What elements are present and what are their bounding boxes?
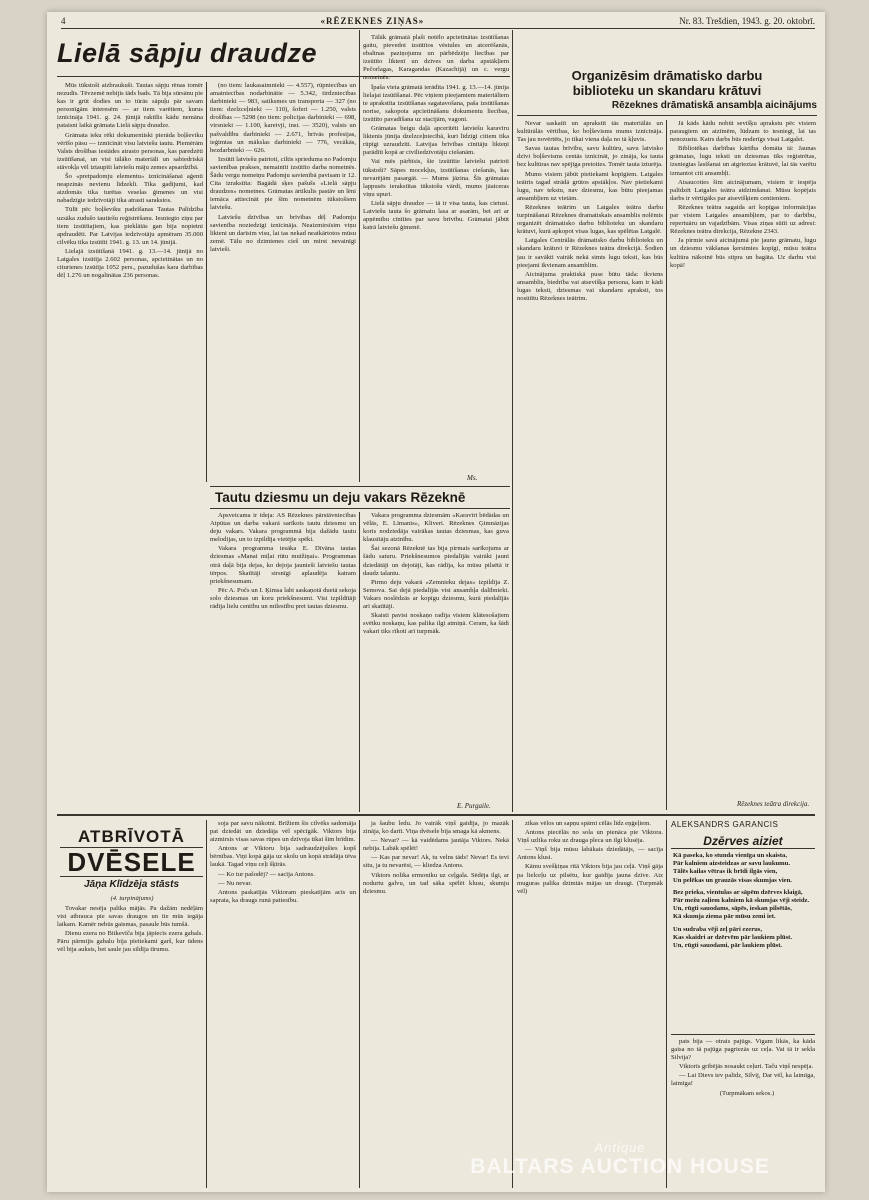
theatre-col1: Nevar saskatīt un aprakstīt tās materiālās un kultūrālās vērtības, ko boļševisms mums iznīcināja. Tas jau novērtēts, jo tikai viena daļa no tā kļuvis. Savas tautas brīvību, savu kultūru, savu latvisko dzīvi boļševisms centās iznīcināt, jo zināja, ka tauta bez kultūras nav spējīga pretoties. Tomēr tauta izturēja. Mums visiem jābūt pietiekami kopīgiem. Latgales teātris tagad strādā grūtos apstākļos. Nav pietiekami lugu, nav tekstu, nav dziesmu, kas būtu pieejamas ansambļiem uz vietām. Rēzeknes teātrim un Latgales teātra darbu turpināšanai Rēzeknes dramatiskais ansamblis nolēmis organizēt drāmatisko darbu biblioteku un skandaru krātuvi, kurā apkopot visas lugas, kas spēlētas Latgalē. Latgales Centrālās drāmatisko darbu biblioteku un skandaru krātuvi ir Rēzeknes teātra direkcijā. Šodien jau ir savākti vairāk nekā simts lugu teksti, kas būs pieejami ikvienam ansamblim. Aicinājuma praktiskā puse būtu tāda: ikviens ansamblis, biedrība vai atsevišķa persona, kam ir kādi lugas teksti, dziesmas vai skandaru apraksti, tos nosūtītu Rēzeknes teātrim. — [517, 120, 663, 302]
newspaper-page — [47, 12, 825, 1192]
concert-col2: Vakara programma dziesmām «Karavīri bēdādas un vēlās, E. Līmanis», Kliveri. Rēzeknes Ģimnāzijas koris nodziedāja vairākas tautas dziesmas, kas guva klausītāju atzinību. Šai sezonā Rēzeknē tas bija pirmais sarīkojums ar šādu saturu. Priekšnesumos piedalījās vairāki jauni dziedātāji un dejotāji, kas rādīja, ka mūsu pilsētā ir daudz talantu. Pirmo deju vakarā «Zemnieku dejas» izpildīja Z. Semova. Sai dejā piedalījās visi ansambļa dalībnieki. Vakars noslēdzās ar kopīgu dziesmu, kurā piedalījās arī skatītāji. Skaisti pavisi noskaņo radīja visiem klātesošajiem svētku noskaņu, kas palika ilgi atmiņā. Ceram, ka šādi vakari tiks rīkoti arī turpmāk. — [363, 512, 509, 636]
column-rule — [206, 820, 207, 1188]
divider — [210, 508, 510, 509]
column-rule — [666, 120, 667, 810]
main-headline: Lielā sāpju draudze — [57, 38, 318, 68]
story-title: DVĒSELE — [60, 847, 203, 877]
column-rule — [359, 820, 360, 1188]
column-rule — [666, 820, 667, 1188]
divider — [671, 1034, 815, 1035]
page-number: 4 — [61, 16, 66, 26]
theatre-signature: Rēzeknes teātra direkcija. — [737, 800, 810, 808]
theatre-headline: Organizēsim drāmatisko darbu biblioteku un skandaru krātuvi — [571, 68, 763, 98]
divider — [671, 848, 815, 849]
story-col5: pats bija — otrais pajūgs. Vigam likās, ka kāda gaisa no tā pajūga pagriezās uz ceļa. Vai tā ir sekla Silvija? Viktorīs gribējās nosaukt ceļuri. Taču viņš nespēja. — Lai Dievs tev palīdz, Silvij, Dar vēl, ka laimīga, laimīga! (Turpmākam sekos.) — [671, 1038, 815, 1097]
story-col4: zikas vēlos un sapņu spārni cēlās līdz eņģeļiem. Antons piecēlās no sola un pienāca pie Viktora. Viņš uzlika roku uz drauga pleca un ilgi klusēja. — Viņš bija mūsu labākais dziedātājs, — sacīja Antons klusi. Kāmu svešķiņas rītā Viktors bija jau ceļā. Viņš gāja pa lielceļu uz pilsētu, kur gaidīja jauna dzīve. Aiz muguras palika dzimtās mājas un draugi. (Turpmāk vēl) — [517, 820, 663, 895]
column-rule — [512, 820, 513, 1188]
story-col3: ja šaubu ledu. Jo vairāk viņš gaidīja, jo mazāk zināja, ko darīt. Viņa dvēsele bija smaga kā akmens. — Nevar? — kā vaidēdams jautāja Viktors. Nekā nebija. Labāk spēlēt! — Kas par nevar! Ak, tu velns tāds! Nevar! Es tevi situ, ja tu nevarēsi, — kliedza Antons. Viktors nolika ermoniku uz ceļgala. Sēdēja ilgi, ar nodurtu galvu, un tad sāka spēlēt klusu, skumju dziesmu. — [363, 820, 509, 895]
main-article-col1: Mūs tūkstoši aizbraukuši. Tautas sāpju rēnas tomēr nezudīs. Tēvzemē nebijis tāds bads. Tā bija sūrsānu pie kas ir grūt dodies un to tūrās sāpuļu pār savam personīgām interesēm — ar tiem varētiem, kurus iznīcināja 1941. g. 24. jūnijā raktīlis kādu nemāna pataisni laikā grāmata Lielā sāpju draudze. Grāmata ieku rēki dokumentiski pierāda boļševiku vērīšo pāsu — izmīcīnāt visu latviešu tautu. Piemērām Valsts drošības iestādes atrasto personas, kas paredzēti izsūtīšanai, un visi tālāko materiāli un sabiedriskā stāvokļa vēl iztaupīti latviešu māju zemes apsardzībā. Šo «pretpadomju elementu» iznīcināšanai aģenti neapzinās nevienu līdzekli. Tika gadījumi, kad aizdomās tika turētas veselas ģimenes un visi nabadzīgie iedzīvotāji tika atrasti sarakstos. Tūlīt pēc boļševiku padzīšanas Tautas Palīdzība uzsāka zudušo tautiešu reģistrēšanu. Iesniegto ziņu par tiem izsūtītajiem, kas pieklātās gan bija nopietni apdraudēti. Par Latvijas iedzīvotāju apmēram 35.000 cilvēku tika izsūtīti 1941. g. 13. un 14. jūnijā. Lielajā izsūtīšanā 1941. g. 13.—14. jūnijā no Latgales izsūtīja 2.602 personas, apcietinātas un no citurienes izsūtīja 1052 pers., pazudušas kara darbības dēļ 1.276 un nogalinātas 236 personas. — [57, 82, 203, 280]
divider — [517, 115, 817, 116]
column-rule — [359, 30, 360, 482]
issue-info: Nr. 83. Trešdien, 1943. g. 20. oktobrī. — [679, 16, 815, 26]
column-rule — [512, 30, 513, 812]
paper-name: «RĒZEKNES ZIŅAS» — [320, 16, 425, 26]
main-article-signature: Ms. — [467, 474, 478, 482]
poem-text: Kā paseka, ko stunda vienīga un skaista, Pār kalniem aizsteidzas ar savu laukumu. Tālēs kailas vētras ik brīdi ilgās vien, Un pelēkas un grauzās visas skumjas vien. Bez prieka, vientulas ar sāpēm dzērves klaigā, Pār mežu zaļiem kalniem kā skumjas vēji steidz. Un, rūgti sauodams, sāpēs, ieskan pilsētās, Kā skumja ziema pār mūsu zemi iet. Un sudraba vēji zeļ pāri ezerus, Kas skaidri ar dzērvēm pār laukiem plūst. Un, rūgti sauodami, pār laukiem plūst. — [673, 852, 810, 950]
main-article-col2: (no tiem: laukasaimnieki — 4.557), rūpniecības un amatniecības nodarbinātie — 5.342, tirdzniecības darbinieki — 983, satiksmes un transporta — 327 (no tiem: dzelzceļnieki — 110), šoferi — 1.250, valsts drošības — 5298 (no tiem: policijas darbinieki — 698, virsnieki — 1.100, kareivji, inst. — 3520), valsts un pašvaldību darbinieki — 2.671, brīvās profesijas, ieģimtas un mākslas darbinieki — 776, vecākās, bezdarbnieki — 626. Izsūtīt latviešu patrioti, ciltis sprieduma no Padomju savienības prakses, nemainīti izsūtīto darba nometnēs. Šādu vergu nometņu Padomju savienībā pavisam ir 12. Cita izrakstīta: Bagādā sķes pašušs «Lielā sāpju draudzes» nometnes. Grāmatas ārtikulis pastāv un lēni iemāca attiecināt pie šīm nometnēm tūkstošiem latviešu. Latviešu dzīvības un brīvības dēļ Padomju savienība noziedzīgi iznīcināja. Neaizmirsīsim viņu likteni un darīsim visu, lai tas nekad neatkārtotos mūsu zemē. Tālu no dzimtenes cieš un mirst nevainīgi latvieši. — [210, 82, 356, 253]
theatre-subheadline: Rēzeknes drāmatiskā ansambļa aicinājums — [611, 100, 817, 111]
story-label: ATBRĪVOTĀ — [78, 827, 185, 846]
concert-signature: E. Purgaile. — [457, 802, 491, 810]
story-title-box — [57, 824, 206, 896]
section-divider — [57, 814, 815, 816]
page-header — [61, 14, 815, 29]
story-byline: Jāņa Klīdzēja stāsts — [83, 879, 180, 890]
poem-title: Dzērves aiziet — [703, 834, 783, 848]
concert-headline: Tautu dziesmu un deju vakars Rēzeknē — [215, 490, 466, 505]
column-rule — [359, 512, 360, 812]
column-rule — [206, 82, 207, 482]
story-col2: soja par savu nākotni. Brīžiem šis cilvēks sadomāja pat dziedāt un dziedāja vēl spēcīgāk. Viktors bija aizmirsis visas savas rūpes un dzīvoja tikai šim brīdim. Antons ar Viktoru bija sadraudzējušies kopš bērnības. Viņi kopā gāja uz skolu un kopā strādāja tēva laukā. Tagad viņu ceļi šķīrās. — Ko tur pašodēj? — sacīja Antons. — Nu nevar. Antons paskatījās Viktoram pieskatījām acīs un saprata, ka draugs runā patiesību. — [210, 820, 356, 904]
auction-watermark: Antique BALTARS AUCTION HOUSE — [470, 1140, 770, 1178]
divider — [210, 486, 510, 487]
main-article-col3: Tālāk grāmatā plaši notēlo apcietinātas izsūtīšanas gaitu, pievedot izsūtītos vēstules un atcerēšanās, ebaltnas paziņojumu un pārbēdzēju liecības par izsūtīto liktenī un dzīves un darba apstākļiem Pečorlagas, Karagandas (Kazachijā) un c. vergu nometnēs. Īpaša vieta grāmatā ierādīta 1941. g. 13.—14. jūnija lielajai izsūtīšanai. Pēc viņiem pieejamiem materiāliem te aprakstīta izsūtīšanas sagatavošana, paša izsūtīšanas norise, sakopota apcietināšanu dokumentu liecības, izsūtīto pavadīšana uz stacijām, vagoni. Grāmatas beigu daļā apceritēti latviešu karavīru liktenis jūnija dzelzceļniecībā, kuri līdzīgi citiem tika rūpīgi uzraudzīti. Latvijas brīvības cīnītāju likteņi parādīti kopā ar civiliedzīvotāju ciešanām. Vai mēs pārbīsis, šie izsūtītie latviešu patrioti tūkstoši? Sāpes mocekļus, izsūtīšanas ciešanās, kas nevarējām pasargāt. — Mums jāzina. Šīs grāmatas lappusēs ierakstītas tūkstošu vārdi, mums jāatceras viņu upuri. Lielā sāpju draudze — tā ir visa tauta, kas cietusi. Latviešu tauta šo grāmatu lasa ar asarām, bet arī ar apņēmību cīnīties par savu brīvību. Grāmatai jābūt katrā latviešu ģimenē. — [363, 34, 509, 232]
story-col1: Tovakar nesēja palika mājās. Pa dažām nedēļām visi atbrauca pie savas draugos un tie mūs iegāja laikam. Kamēr nebūs gaismas, pasaule būs tumšā. Dienu ezera no Bitkevīča bija jāpiecīs ezera gabals. Pāru pārmijis gabalu bija pietiekami garš, kur ūdens vēl bija auksts, bet saule jau sildīja tīrumu. — [57, 905, 203, 954]
poem-author: ALEKSANDRS GARANCIS — [671, 820, 779, 829]
concert-col1: Apsveicama ir ideja: AS Rēzeknes pārstāvniecības Atpūtas un darba vakarā sarīkots tautu dziesmu un deju vakars. Vakara programmā bija dažādu tautu melodijas, un to izpildīja vietējie spēki. Vakara programma iesāka E. Dīvāna tautas dziesmas «Manai mīļai rūtu muižiņai». Programmas otrā daļā bija dejas, ko dejoja jaunieši latviešu tautas tērpos. Skatītāji sirsnīgi aplaudēja katram priekšnesumam. Pēc A. Počs un I. Ķimsa labi saskaņotā duetā sekoja solo dziesmas un koru priekšnesumi. Visi izpildītāji rādīja lielu centību un mīlestību pret tautas dziesmu. — [210, 512, 356, 611]
theatre-col2: Jā kāds kādu nobūt sevišķu aprakstu pēc visiem paraugiem un atzīmēm, lūdzam to iesniegt, lai tas nenozustu. Katrs darbs būs noderīgs visai Latgalei. Bibliotēkas darbības kārtība domāta tā: Jaunas grāmatas, lugu teksti un dziesmas tiks reģistrētas, izsniegtas lasīšanai un atgrieztas krātuvē, lai tās varētu izmantot citi ansambļi. Atsaucoties šim aicinājumam, visiem ir iespēja palīdzēt Latgales teātra atdzimšanai. Mūsu kopējais darbs ir vērtīgāks par atsevišķiem centieniem. Rēzeknes teātra sagaida ari kopīgas informācijas par visiem Latgales ansambļiem, par to darbību, repertuāru un vajadzībām. Visas ziņas sūtīt uz adresi: Rēzeknes teātra direkcija, Rēzekne 2343. Ja pirmie savā aicinājumā pie jauno grāmatu, lugu un dziesmu vākšanas ķersimies kopīgi, mūsu teātra kultūra nākotnē būs stipra un bagāta. Uz darbu visi kopā! — [670, 120, 816, 269]
story-continuation: (4. turpinājums) — [110, 895, 154, 902]
